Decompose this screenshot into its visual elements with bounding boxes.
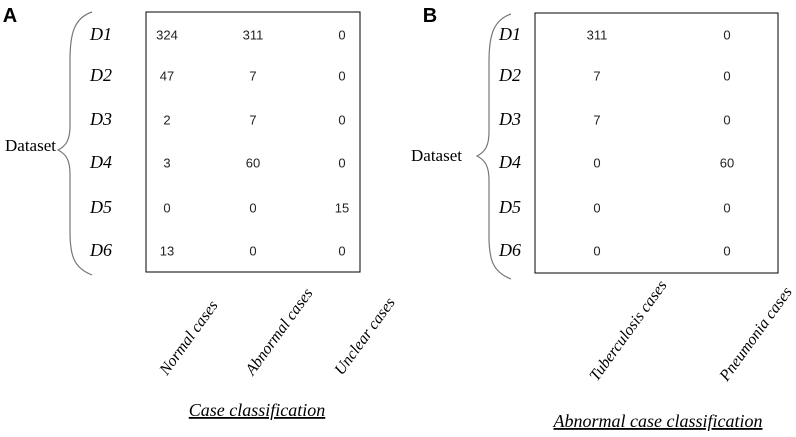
panel-b-cell: 60	[719, 155, 735, 171]
panel-a-cell: 0	[249, 200, 257, 216]
panel-a-cell: 0	[338, 112, 346, 128]
panel-b-row-label-d4: D4	[499, 152, 521, 173]
panel-a-cell: 0	[338, 243, 346, 259]
panel-b-cell: 0	[593, 155, 601, 171]
panel-b-frame	[535, 13, 778, 273]
panel-a-cell: 0	[163, 200, 171, 216]
panel-a-cell: 0	[249, 243, 257, 259]
panel-a-column-label: Normal cases	[156, 297, 222, 379]
panel-a-cell: 2	[163, 112, 171, 128]
panel-a-cell: 15	[334, 200, 350, 216]
panel-a-cell: 0	[338, 27, 346, 43]
panel-b-column-label: Pneumonia cases	[716, 284, 796, 385]
panel-a-row-label-d4: D4	[90, 152, 112, 173]
panel-a-brace	[58, 12, 92, 275]
panel-a-cell: 0	[338, 68, 346, 84]
panel-a-frame	[146, 12, 360, 272]
panel-a-row-label-d6: D6	[90, 240, 112, 261]
panel-a-cell: 47	[159, 68, 175, 84]
panel-a-column-label: Unclear cases	[331, 294, 399, 379]
panel-a-row-label-d2: D2	[90, 65, 112, 86]
panel-a-cell: 3	[163, 155, 171, 171]
panel-a-row-label-d5: D5	[90, 197, 112, 218]
panel-a-row-label-d1: D1	[90, 24, 112, 45]
panel-b-cell: 7	[593, 68, 601, 84]
panel-a-row-label-d3: D3	[90, 109, 112, 130]
panel-a-cell: 311	[242, 27, 264, 43]
panel-a-cell: 324	[156, 27, 178, 43]
panel-a-letter: A	[2, 5, 18, 27]
panel-b-cell: 0	[723, 27, 731, 43]
panel-b-row-label-d2: D2	[499, 65, 521, 86]
panel-b-row-label-d3: D3	[499, 109, 521, 130]
panel-b-ylabel: Dataset	[411, 146, 462, 165]
panel-a-cell: 7	[249, 68, 257, 84]
panel-b-cell: 0	[723, 200, 731, 216]
panel-a-cell: 0	[338, 155, 346, 171]
panel-b-cell: 7	[593, 112, 601, 128]
panel-b-cell: 0	[593, 243, 601, 259]
panel-b-column-label: Tuberculosis cases	[586, 277, 671, 385]
panel-a-column-label: Abnormal cases	[242, 285, 317, 379]
panel-a-cell: 7	[249, 112, 257, 128]
panel-b-row-label-d1: D1	[499, 24, 521, 45]
panel-b-cell: 311	[586, 27, 608, 43]
panel-a-ylabel: Dataset	[5, 136, 56, 155]
panel-b-xlabel: Abnormal case classification	[553, 411, 763, 431]
panel-a-cell: 13	[159, 243, 175, 259]
panel-b-row-label-d6: D6	[499, 240, 521, 261]
panel-b-letter: B	[422, 5, 438, 27]
panel-a-xlabel: Case classification	[188, 400, 326, 420]
panel-b-cell: 0	[723, 112, 731, 128]
panel-b-cell: 0	[593, 200, 601, 216]
panel-b-row-label-d5: D5	[499, 197, 521, 218]
panel-b-cell: 0	[723, 243, 731, 259]
panel-b-cell: 0	[723, 68, 731, 84]
panel-a-cell: 60	[245, 155, 261, 171]
